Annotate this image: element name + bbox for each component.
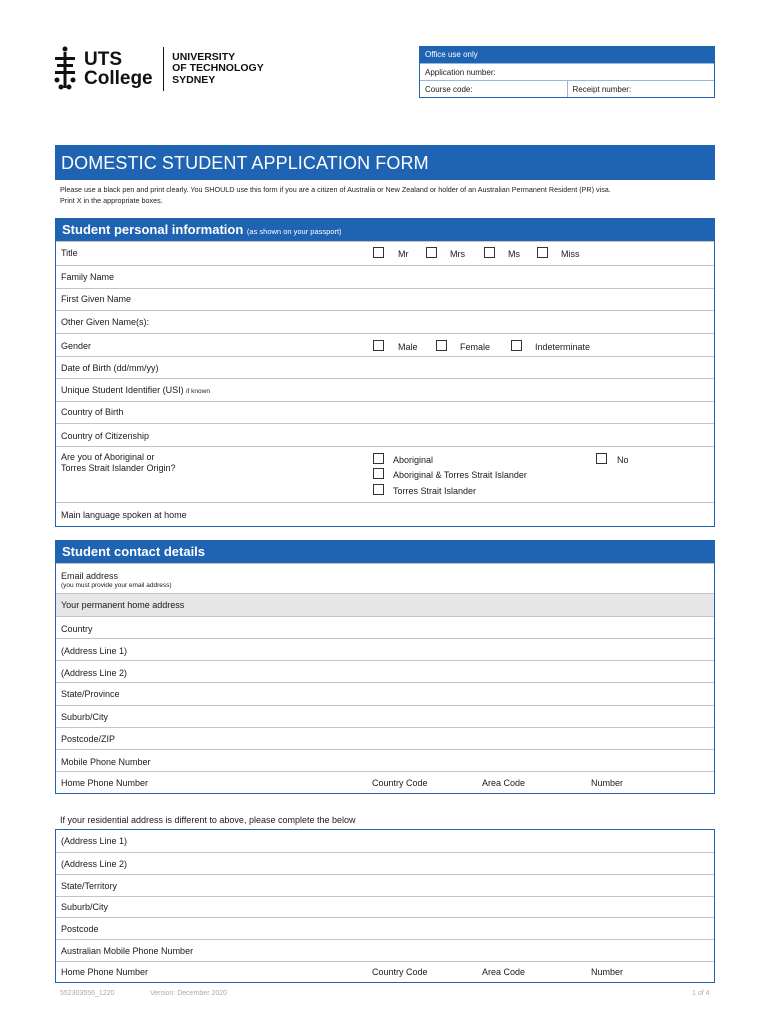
contact-details-heading: Student contact details [56, 540, 714, 563]
aboriginal-no-label: No [617, 455, 629, 465]
title-ms-label: Ms [508, 249, 520, 259]
gender-indeterminate-label: Indeterminate [535, 342, 591, 352]
title-label: Title [61, 248, 78, 258]
aboriginal-tsi-checkbox[interactable] [373, 468, 384, 479]
country-of-birth-field[interactable]: Country of Birth [56, 401, 714, 423]
usi-field[interactable]: Unique Student Identifier (USI) if known [56, 378, 714, 401]
aboriginal-tsi-label: Aboriginal & Torres Strait Islander [393, 470, 527, 480]
address-line-2-field[interactable]: (Address Line 2) [56, 660, 714, 682]
gender-label: Gender [61, 341, 92, 351]
res-home-phone-label: Home Phone Number [61, 967, 149, 977]
form-title: DOMESTIC STUDENT APPLICATION FORM [55, 145, 715, 180]
res-address-line-2-field[interactable]: (Address Line 2) [56, 852, 714, 874]
title-mr-label: Mr [398, 249, 409, 259]
footer-version: Version: December 2020 [150, 990, 228, 997]
receipt-number-field[interactable]: Receipt number: [567, 81, 715, 97]
country-code-label: Country Code [372, 778, 428, 788]
state-province-field[interactable]: State/Province [56, 682, 714, 705]
res-postcode-field[interactable]: Postcode [56, 917, 714, 939]
title-ms-checkbox[interactable] [484, 247, 495, 258]
postcode-zip-field[interactable]: Postcode/ZIP [56, 727, 714, 749]
family-name-field[interactable]: Family Name [56, 265, 714, 288]
res-state-territory-field[interactable]: State/Territory [56, 874, 714, 896]
residential-address-section [55, 829, 715, 983]
title-mrs-label: Mrs [450, 249, 465, 259]
application-number-field[interactable]: Application number: [420, 63, 714, 80]
area-code-label: Area Code [482, 778, 526, 788]
aboriginal-origin-label: Are you of Aboriginal or Torres Strait Islander Origin? [61, 452, 176, 473]
gender-indeterminate-checkbox[interactable] [511, 340, 522, 351]
logo-wordmark [84, 50, 153, 88]
aboriginal-origin-row [56, 446, 714, 502]
gender-female-checkbox[interactable] [436, 340, 447, 351]
country-of-citizenship-field[interactable]: Country of Citizenship [56, 423, 714, 446]
suburb-city-field[interactable]: Suburb/City [56, 705, 714, 727]
other-given-names-field[interactable]: Other Given Name(s): [56, 310, 714, 333]
gender-row [56, 333, 714, 356]
tsi-checkbox[interactable] [373, 484, 384, 495]
footer-page-number: 1 of 4 [692, 990, 710, 997]
res-number-label: Number [591, 967, 624, 977]
home-phone-row[interactable] [56, 771, 714, 793]
title-mrs-checkbox[interactable] [426, 247, 437, 258]
aboriginal-checkbox[interactable] [373, 453, 384, 464]
tsi-label: Torres Strait Islander [393, 486, 477, 496]
mobile-phone-field[interactable]: Mobile Phone Number [56, 749, 714, 771]
personal-info-section [55, 218, 715, 527]
res-suburb-city-field[interactable]: Suburb/City [56, 896, 714, 917]
res-home-phone-row[interactable] [56, 961, 714, 982]
logo-university-text: UNIVERSITY OF TECHNOLOGY SYDNEY [172, 50, 264, 86]
personal-info-heading: Student personal information (as shown on your passport) [56, 218, 714, 241]
uts-shield-icon [52, 45, 78, 93]
country-field[interactable]: Country [56, 616, 714, 638]
main-language-field[interactable]: Main language spoken at home [56, 502, 714, 526]
contact-details-section [55, 540, 715, 794]
logo-college-text: College [84, 68, 153, 89]
res-mobile-phone-field[interactable]: Australian Mobile Phone Number [56, 939, 714, 961]
title-row [56, 241, 714, 265]
dob-field[interactable]: Date of Birth (dd/mm/yy) [56, 356, 714, 378]
aboriginal-label: Aboriginal [393, 455, 434, 465]
logo-uts-text: UTS [84, 49, 122, 70]
res-country-code-label: Country Code [372, 967, 428, 977]
course-code-field[interactable]: Course code: [425, 85, 473, 94]
title-miss-label: Miss [561, 249, 580, 259]
home-phone-label: Home Phone Number [61, 778, 149, 788]
res-address-line-1-field[interactable]: (Address Line 1) [61, 836, 128, 846]
gender-male-label: Male [398, 342, 418, 352]
office-use-header: Office use only [420, 47, 714, 63]
form-instructions: Please use a black pen and print clearly. You SHOULD use this form if you are a citizen of Australia or New Zealand or holder of an Australian Permanent Resident (PR) visa. Print X in the appropriate boxes. [60, 185, 611, 205]
permanent-address-subheading: Your permanent home address [56, 593, 714, 616]
office-use-box [419, 46, 715, 98]
title-mr-checkbox[interactable] [373, 247, 384, 258]
title-miss-checkbox[interactable] [537, 247, 548, 258]
address-line-1-field[interactable]: (Address Line 1) [56, 638, 714, 660]
email-field[interactable]: Email address (you must provide your email address) [56, 563, 714, 593]
office-codes-row [420, 80, 714, 97]
gender-female-label: Female [460, 342, 491, 352]
logo-divider [163, 47, 165, 91]
first-given-name-field[interactable]: First Given Name [56, 288, 714, 310]
res-area-code-label: Area Code [482, 967, 526, 977]
residential-address-intro: If your residential address is different to above, please complete the below [60, 815, 356, 825]
uts-college-logo [52, 44, 264, 94]
aboriginal-no-checkbox[interactable] [596, 453, 607, 464]
gender-male-checkbox[interactable] [373, 340, 384, 351]
number-label: Number [591, 778, 624, 788]
footer-doc-code: 552303556_1220 [60, 990, 115, 997]
